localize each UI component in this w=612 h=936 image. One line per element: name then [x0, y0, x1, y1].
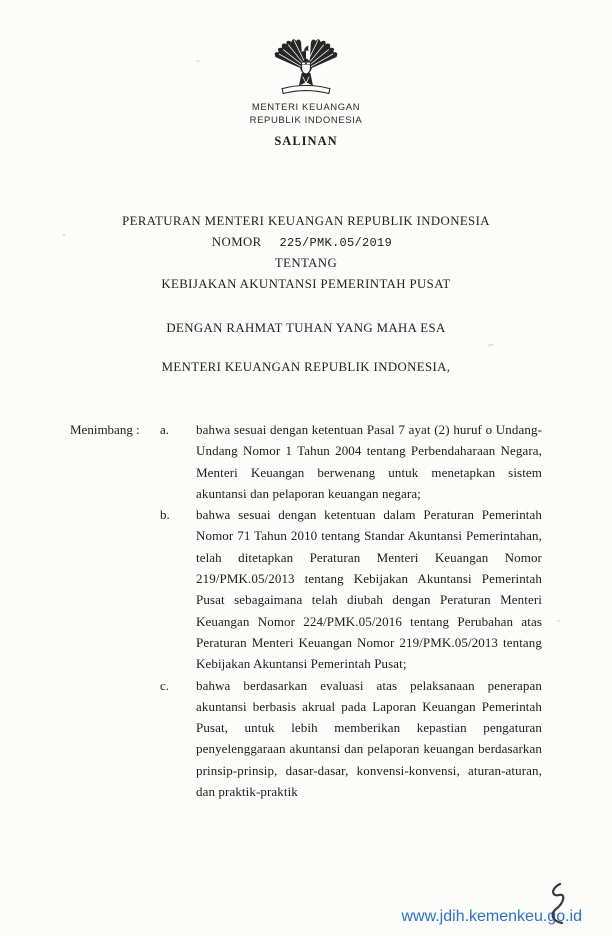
- nomor-value: 225/PMK.05/2019: [279, 235, 393, 250]
- menimbang-colon: :: [136, 422, 140, 437]
- salinan-label: SALINAN: [274, 134, 338, 148]
- consideration-item-text: bahwa sesuai dengan ketentuan dalam Peraturan Pemerintah Nomor 71 Tahun 2010 tentang Standar Akuntansi Pemerintahan, telah ditetapkan Peraturan Menteri Keuangan Nomor 219/PMK.05/2013 tentang Kebijakan Akuntansi Pemerintah Pusat sebagaimana telah diubah dengan Peraturan Menteri Keuangan Nomor 224/PMK.05/2016 tentang Perubahan atas Peraturan Menteri Keuangan Nomor 219/PMK.05/2013 tentang Kebijakan Akuntansi Pemerintah Pusat;: [196, 507, 542, 672]
- letterhead: [0, 0, 612, 149]
- spacer: [136, 675, 160, 803]
- scan-speck: [557, 620, 560, 622]
- regulation-title: PERATURAN MENTERI KEUANGAN REPUBLIK INDONESIA: [122, 214, 490, 228]
- spacer: [136, 504, 160, 674]
- rahmat-line: DENGAN RAHMAT TUHAN YANG MAHA ESA: [166, 321, 446, 335]
- ministry-name: MENTERI KEUANGAN: [251, 102, 361, 113]
- spacer: [70, 504, 136, 674]
- footer-url-link[interactable]: www.jdih.kemenkeu.go.id: [401, 908, 582, 925]
- consideration-item-text: bahwa sesuai dengan ketentuan Pasal 7 ayat (2) huruf o Undang-Undang Nomor 1 Tahun 2004 tentang Perbendaharaan Negara, Menteri Keuangan berwenang untuk menetapkan sistem akuntansi dan pelaporan keuangan negara;: [196, 422, 542, 501]
- garuda-emblem-icon: [0, 34, 612, 102]
- consideration-item-text: bahwa berdasarkan evaluasi atas pelaksanaan penerapan akuntansi berbasis akrual pada Laporan Keuangan Pemerintah Pusat, untuk lebih memberikan kepastian pengaturan penyelenggaraan akuntansi dan pelaporan keuangan berdasarkan prinsip-prinsip, dasar-dasar, konvensi-konvensi, aturan-aturan, dan praktik-praktik: [196, 677, 542, 800]
- regulation-title-block: [0, 211, 612, 377]
- tentang-label: TENTANG: [274, 256, 338, 270]
- consideration-item-letter: c.: [160, 677, 170, 693]
- scan-speck: [63, 234, 65, 236]
- regulation-number-line: [0, 232, 612, 254]
- nomor-label: NOMOR: [211, 234, 262, 249]
- authority-line: MENTERI KEUANGAN REPUBLIK INDONESIA,: [161, 359, 451, 374]
- spacer: [70, 675, 136, 803]
- consideration-item-letter: a.: [160, 422, 170, 437]
- regulation-subject: KEBIJAKAN AKUNTANSI PEMERINTAH PUSAT: [161, 276, 451, 291]
- considerations-section: [70, 419, 542, 802]
- menimbang-label: Menimbang: [70, 422, 133, 437]
- consideration-item-letter: b.: [160, 507, 170, 523]
- republic-name: REPUBLIK INDONESIA: [249, 114, 363, 126]
- scan-speck: [196, 60, 200, 62]
